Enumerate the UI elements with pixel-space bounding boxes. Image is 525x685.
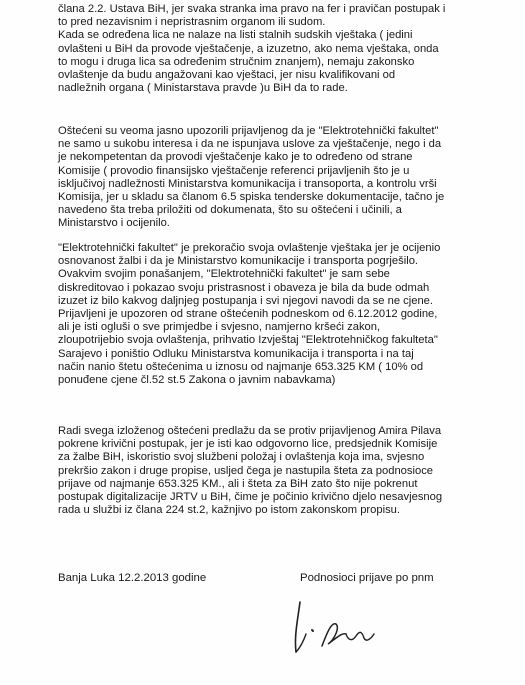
text-line: isključivoj nadležnosti Ministarstva komunikacija i transoporta, a kontrolu vrši <box>58 177 437 190</box>
text-line: nadležnih organa ( Ministarstava pravde )u BiH da to rade. <box>58 82 348 95</box>
signatory-label: Podnosioci prijave po pnm <box>300 572 434 584</box>
handwritten-signature <box>282 590 392 660</box>
paragraph-faculty-overreach <box>58 242 490 387</box>
text-line: za žalbe BiH, iskoristio svoj službeni položaj i ovlaštenja koja ima, svjesno <box>58 451 425 464</box>
text-line: diskreditovao i pokazao svoju pristrasnost i obaveza je bila da bude odmah <box>58 281 430 294</box>
text-line: način nanio štetu oštećenima u iznosu od najmanje 653.325 KM ( 10% od <box>58 360 424 373</box>
text-line: ovlašteni u BiH da provode vještačenje, a izuzetno, ako nema vještaka, onda <box>58 42 439 55</box>
text-line: rada u službi iz člana 224 st.2, kažnjivo po istom zakonskom propisu. <box>58 504 401 517</box>
text-line: postupak digitalizacije JRTV u BiH, čime je počinio krivično djelo nesavjesnog <box>58 491 443 504</box>
paragraph-proposal <box>58 425 490 517</box>
paragraph-article-2-2 <box>58 3 490 95</box>
text-line: Oštećeni su veoma jasno upozorili prijavljenog da je "Elektrotehnički fakultet" <box>58 125 439 137</box>
text-line: "Elektrotehnički fakultet" je prekoračio svoja ovlaštenje vještaka jer je ocijenio <box>58 242 441 254</box>
place-and-date: Banja Luka 12.2.2013 godine <box>58 572 207 584</box>
text-line: to mogu i druga lica sa određenim stručnim znanjem), nemaju zakonsko <box>58 55 415 68</box>
text-line: Ministarstvo i ocijenilo. <box>58 217 170 230</box>
text-line: to pred nezavisnim i nepristrasnim organom ili sudom. <box>58 16 326 29</box>
text-line: izuzet iz bilo kakvog daljnjeg postupanja i svi njegovi navodi da se ne cjene. <box>58 294 434 307</box>
text-line: je nekompetentan da provodi vještačenje kako je to određeno od strane <box>58 151 413 164</box>
text-line: osnovanost žalbi i da je Ministarstvo komunikacije i transporta pogrješilo. <box>58 255 419 268</box>
text-line: navedeno šta treba priložiti od dokumenata, što su oštećeni i učinili, a <box>58 204 402 217</box>
text-line: zloupotrijebio svoja ovlaštenja, prihvatio Izvještaj "Elektrotehničkog fakulteta" <box>58 334 438 347</box>
text-line: ne samo u sukobu interesa i da ne ispunjava uslove za vještačenje, nego i da <box>58 138 442 151</box>
text-line: prijave od najmanje 653.325 KM., ali i šteta za BiH zato što nije pokrenut <box>58 477 418 490</box>
text-line: pokrene krivični postupak, jer je isti kao odgovorno lice, predsjednik Komisije <box>58 438 438 451</box>
paragraph-warning <box>58 125 490 231</box>
text-line: Komisije ( provodio finansijsko vještačenje referenci prijavljenih što je u <box>58 164 410 177</box>
text-line: prekršio zakon i druge propise, usljed čega je nastupila šteta za podnosioce <box>58 464 434 477</box>
text-line: ovlaštenje da budu angažovani kao vještaci, jer nisu kvalifikovani od <box>58 69 396 82</box>
text-line: Radi svega izloženog oštećeni predlažu da se protiv prijavljenog Amira Pilava <box>58 425 442 437</box>
text-line: Ovakvim svojim ponašanjem, "Elektrotehnički fakultet" je sam sebe <box>58 268 390 281</box>
text-line: Prijavljeni je upozoren od strane oštećenih podneskom od 6.12.2012 godine, <box>58 308 438 321</box>
text-line: ponuđene cjene čl.52 st.5 Zakona o javnim nabavkama) <box>58 374 336 387</box>
text-line: ali je isti ogluši o sve primjedbe i svjesno, namjerno kršeći zakon, <box>58 321 381 334</box>
text-line: člana 2.2. Ustava BiH, jer svaka stranka ima pravo na fer i pravičan postupak i <box>58 3 446 15</box>
text-line: Kada se određena lica ne nalaze na listi stalnih sudskih vještaka ( jedini <box>58 29 413 42</box>
text-line: Sarajevo i poništio Odluku Ministarstva komunikacija i transporta i na taj <box>58 347 414 360</box>
text-line: Komisija, jer u skladu sa članom 6.5 spiska tenderske dokumentacije, tačno je <box>58 191 445 204</box>
